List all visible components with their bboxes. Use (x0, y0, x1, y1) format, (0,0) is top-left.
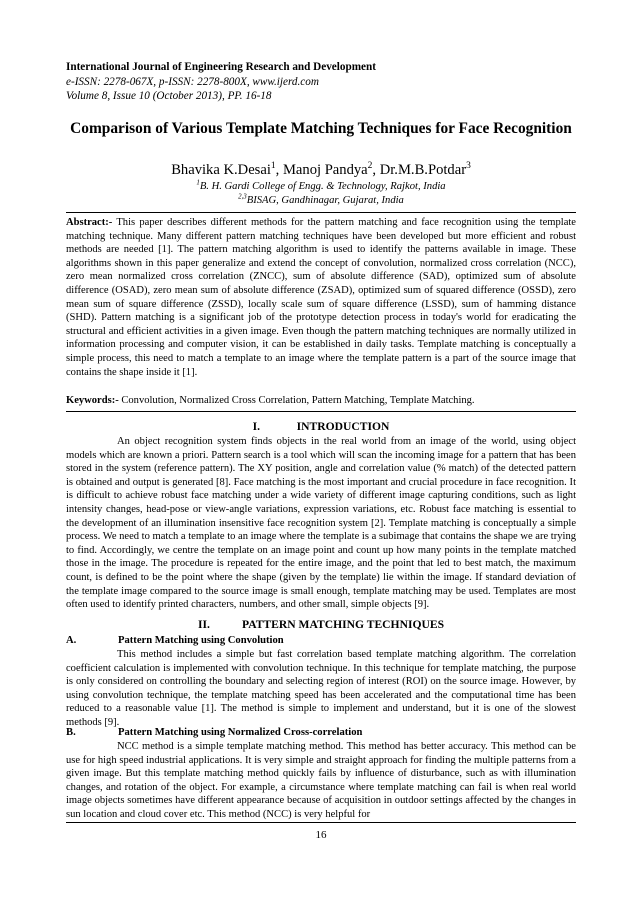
abstract-divider (66, 411, 576, 412)
section-number: I. (252, 420, 261, 433)
page-number: 16 (315, 829, 327, 841)
author-separator: , (275, 162, 283, 178)
journal-volume: Volume 8, Issue 10 (October 2013), PP. 16-18 (66, 90, 272, 102)
author-1-sup: 1 (270, 161, 276, 172)
subsection-title: Pattern Matching using Normalized Cross-correlation (118, 727, 363, 738)
header-divider (66, 212, 576, 213)
affiliation-2-text: BISAG, Gandhinagar, Gujarat, India (246, 195, 404, 206)
convolution-paragraph: This method includes a simple but fast correlation based template matching algorithm. The correlation coefficient calculation is implemented with convolution technique. In this technique for template matching, the purpose is only considered on controlling the boundary and selecting region of interest (ROI) on the source image. However, by using convolution technique, the template matching speed has been accelerated and the computational time has been reduced to a reasonable value [1]. The method is simple to implement and understand, but it is one of the slowest methods [9]. (66, 649, 576, 728)
subsection-heading-convolution (66, 634, 576, 647)
subsection-letter: B. (66, 727, 76, 738)
abstract-text: This paper describes different methods for the pattern matching and face recognition using the template matching technique. Many different pattern matching techniques have been developed but more efficient and robust methods are needed [1]. The pattern matching algorithm is used to identify the patterns available in image. These algorithms shown in this paper generalize and extend the concept of convolution, normalized cross correlation (NCC), zero mean normalized cross correlation (ZNCC), sum of absolute difference (SAD), optimized sum of absolute difference (OSAD), zero mean sum of absolute difference (ZSAD), optimized sum of squared difference (OSSD), zero mean sum of square difference (ZSSD), locally scale sum of square difference (LSSD), sum of hamming distance (SHD). Pattern matching is a significant job of the prototype detection process in today's world for eradicating the structural and efficient activities in a given image. Even though the pattern matching techniques are normally utilized in information processing and computer vision, it can be established in daily tasks. Template matching is conceptually a simple process, this need to match a template to an image where the template pattern is a part of the source image that contains the shape inside it [1]. (66, 217, 576, 378)
affiliation-2 (66, 195, 576, 207)
affiliation-1-sup: 1 (196, 179, 200, 187)
journal-issn: e-ISSN: 2278-067X, p-ISSN: 2278-800X, www.ijerd.com (66, 75, 319, 88)
paper-title: Comparison of Various Template Matching Techniques for Face Recognition (70, 120, 572, 137)
abstract-label: Abstract:- (66, 217, 113, 228)
author-3: Dr.M.B.Potdar (379, 162, 467, 178)
section-title: INTRODUCTION (296, 420, 390, 433)
author-line (66, 161, 576, 179)
abstract (66, 216, 576, 379)
affiliation-2-sup: 2,3 (238, 193, 247, 201)
section-title: PATTERN MATCHING TECHNIQUES (241, 618, 445, 631)
keywords-text: Convolution, Normalized Cross Correlation, Pattern Matching, Template Matching. (118, 395, 475, 406)
section-heading-pattern-matching (66, 618, 576, 632)
keywords (66, 394, 576, 408)
footer-divider (66, 822, 576, 823)
affiliation-1 (66, 181, 576, 193)
affiliation-1-text: B. H. Gardi College of Engg. & Technology, Rajkot, India (199, 181, 446, 192)
journal-header (66, 60, 576, 104)
author-3-sup: 3 (466, 161, 471, 172)
ncc-paragraph: NCC method is a simple template matching method. This method has better accuracy. This method can be use for high speed industrial applications. It is very simple and straight approach for finding the multiple patterns from a given image. But this template matching method quickly fails by influence of disturbance, such as with illumination changes, and rotation of the object. For example, a circumstance where template matching can fail is when real world image objects sometimes have different appearance because of acquisition in outdoor settings affected by the changes in sun location and cloud cover etc. This method (NCC) is very helpful for (66, 741, 576, 820)
author-separator: , (372, 162, 380, 178)
author-1: Bhavika K.Desai (171, 162, 271, 178)
introduction-paragraph: An object recognition system finds objects in the real world from an image of the world, using object models which are known a priori. Pattern search is a tool which will scan the incoming image for a pattern that has been stored in the system (reference pattern). The XY position, angle and correlation value (% match) of the detected pattern is obtained and output is generated [8]. Face matching is the most important and crucial procedure in face recognition. It is difficult to achieve robust face matching under a wide variety of different image capturing conditions, such as light intensity changes, head-pose or view-angle variations, expression variations, etc. Robust face matching is essential to the development of an illumination insensitive face recognition system [2]. Template matching is conceptually a simple process. We need to match a template to an image where the template is a subimage that contains the shape we are trying to find. Accordingly, we centre the template on an image point and count up how many points in the template matched those in the image. The procedure is repeated for the entire image, and the point that led to best match, the maximum count, is defined to be the point where the shape (given by the template) lie within the image. If standard deviation of the template image compared to the source image is small enough, template matching may be used. Templates are most often used to identify printed characters, numbers, and other small, simple objects [9]. (66, 436, 577, 611)
subsection-title: Pattern Matching using Convolution (118, 635, 284, 646)
subsection-heading-ncc (66, 726, 576, 739)
journal-name: International Journal of Engineering Research and Development (66, 61, 376, 73)
author-2-sup: 2 (367, 161, 373, 172)
subsection-letter: A. (66, 635, 77, 646)
author-2: Manoj Pandya (282, 162, 368, 178)
section-number: II. (197, 618, 210, 631)
section-heading-introduction (66, 420, 576, 434)
keywords-label: Keywords:- (66, 395, 119, 406)
